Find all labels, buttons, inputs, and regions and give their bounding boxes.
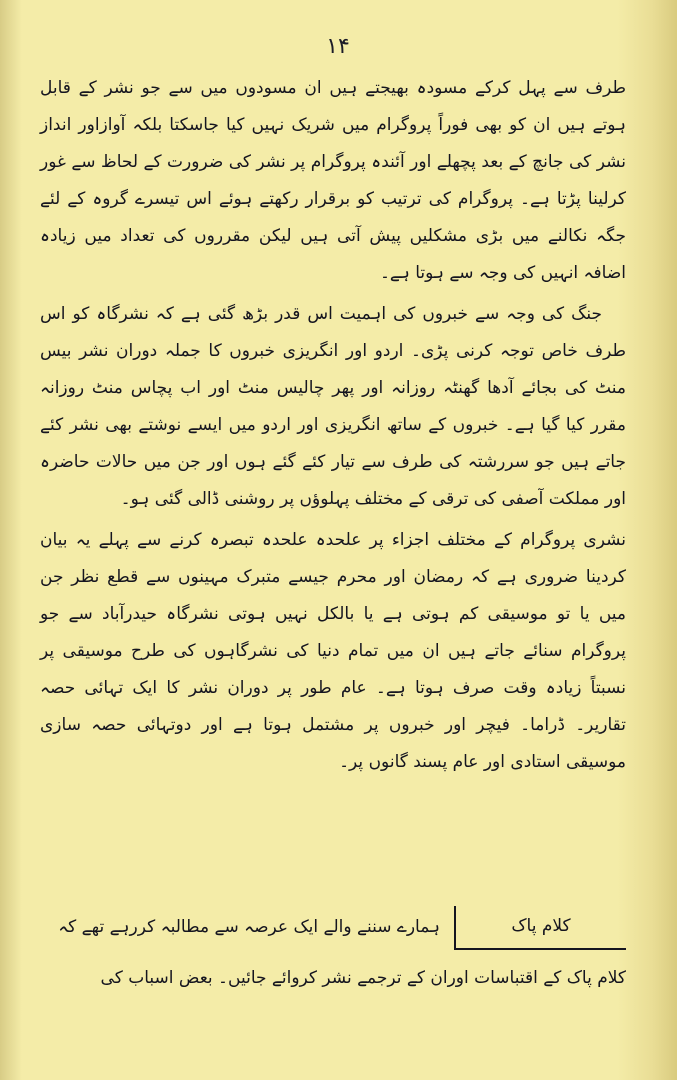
page-shadow-right	[617, 0, 677, 1080]
section-heading: کلام پاک	[454, 906, 626, 950]
body-text	[40, 70, 626, 781]
page-number: ۱۴	[326, 34, 350, 59]
section-heading-row	[40, 904, 626, 954]
section-text: کلام پاک کے اقتباسات اوران کے ترجمے نشر کروائے جائیں۔ بعض اسباب کی	[100, 968, 626, 988]
section-first-line: ہمارے سننے والے ایک عرصہ سے مطالبہ کررہے تھے کہ	[58, 917, 440, 937]
paragraph: جنگ کی وجہ سے خبروں کی اہمیت اس قدر بڑھ گئی ہے کہ نشرگاہ کو اس طرف خاص توجہ کرنی پڑی۔ اردو اور انگریزی خبروں کا جملہ دوران نشر بیس منٹ کی بجائے آدھا گھنٹہ روزانہ اور پھر چالیس منٹ اور اب پچاس منٹ روزانہ مقرر کیا گیا ہے۔ خبروں کے ساتھ انگریزی اور اردو میں ایسے نوشتے بھی نشر کئے جاتے ہیں جو سررشتہ کی طرف سے تیار کئے گئے ہوں اور جن میں حالات حاضرہ اور مملکت آصفی کی ترقی کے مختلف پہلوؤں پر روشنی ڈالی گئی ہو۔	[40, 304, 626, 509]
paragraph: طرف سے پہل کرکے مسودہ بھیجتے ہیں ان مسودوں میں سے جو نشر کے قابل ہوتے ہیں ان کو بھی فوراً پروگرام میں شریک نہیں کیا جاسکتا بلکہ آوازاور انداز نشر کی جانچ کے بعد پچھلے اور آئندہ پروگرام پر نشر کی ضرورت کے لحاظ سے غور کرلینا پڑتا ہے۔ پروگرام کی ترتیب کو برقرار رکھتے ہوئے اس تیسرے گروہ کے لئے جگہ نکالنے میں بڑی مشکلیں پیش آتی ہیں لیکن مقرروں کی تعداد میں زیادہ اضافہ انہیں کی وجہ سے ہوتا ہے۔	[40, 78, 626, 283]
paragraph: نشری پروگرام کے مختلف اجزاء پر علحدہ علحدہ تبصرہ کرنے سے پہلے یہ بیان کردینا ضروری ہے کہ رمضان اور محرم جیسے متبرک مہینوں سے قطع نظر جن میں یا تو موسیقی کم ہوتی ہے یا بالکل نہیں ہوتی نشرگاہ حیدرآباد سے جو پروگرام سنائے جاتے ہیں ان میں تمام دنیا کی نشرگاہوں کی طرح موسیقی پر نسبتاً زیادہ وقت صرف ہوتا ہے۔ عام طور پر دوران نشر کا ایک تہائی حصہ تقاریر۔ ڈراما۔ فیچر اور خبروں پر مشتمل ہوتا ہے اور دوتہائی حصہ سازی موسیقی استادی اور عام پسند گانوں پر۔	[40, 530, 626, 772]
page-shadow-left	[0, 0, 22, 1080]
